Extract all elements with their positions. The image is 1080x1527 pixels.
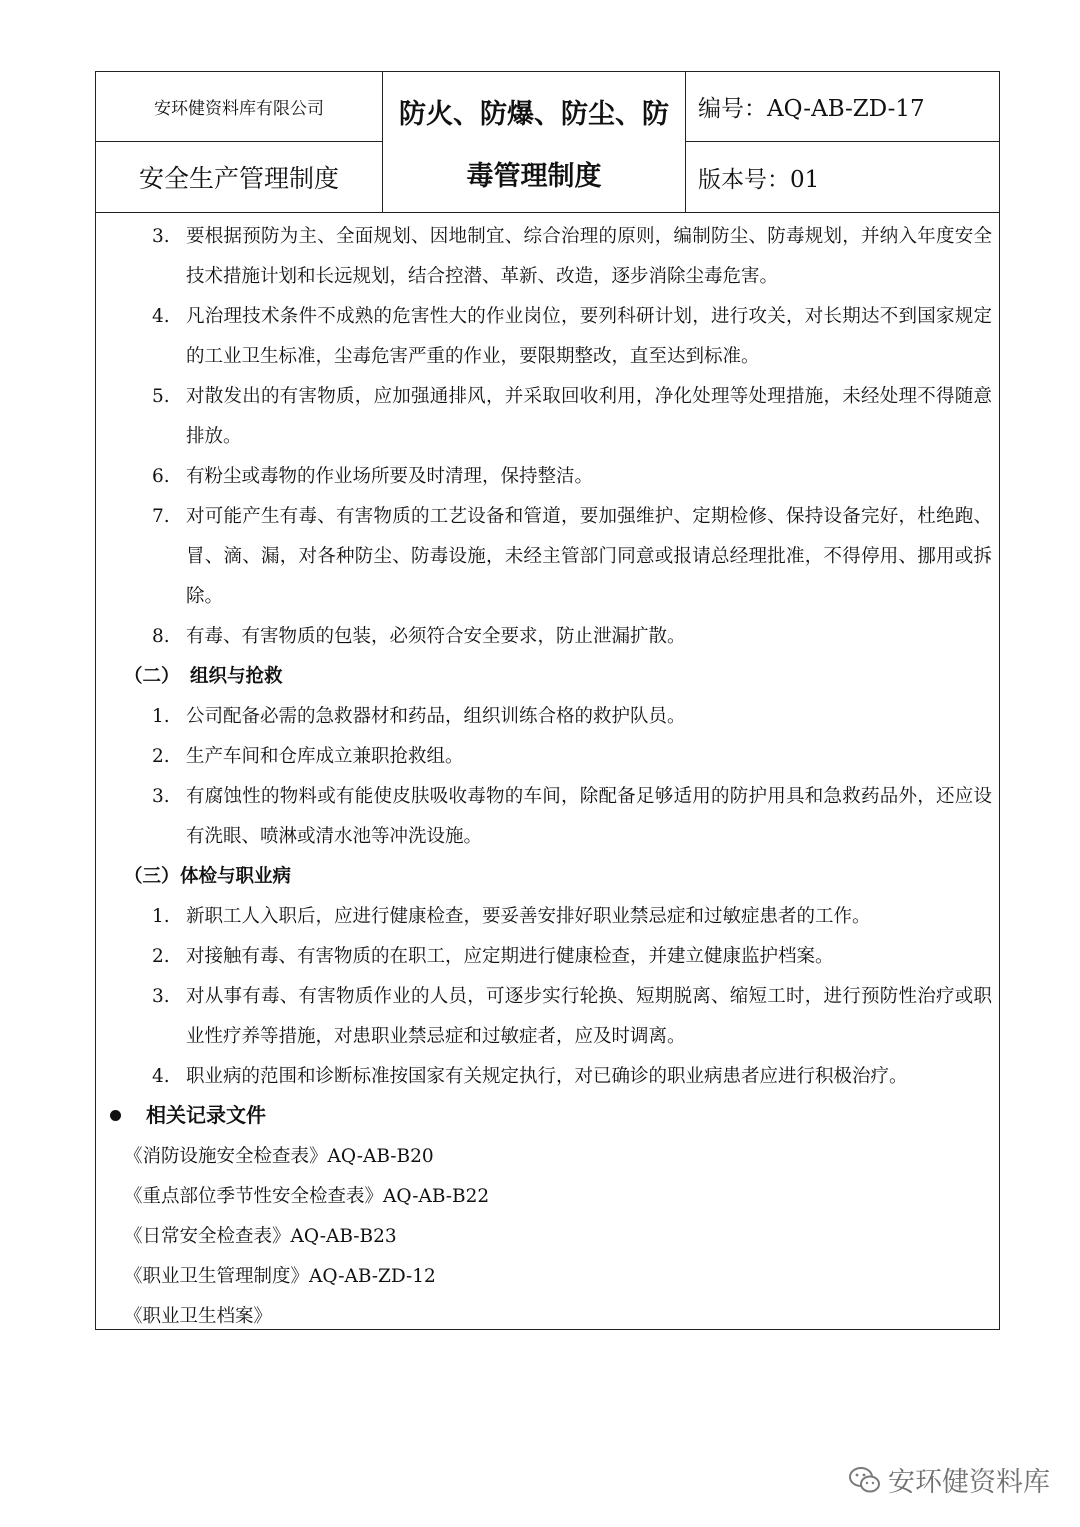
section-title: 体检与职业病 xyxy=(180,866,292,887)
item-text: 对接触有毒、有害物质的在职工，应定期进行健康检查，并建立健康监护档案。 xyxy=(186,946,834,967)
item-number: 2. xyxy=(152,946,170,967)
item-text: 对从事有毒、有害物质作业的人员，可逐步实行轮换、短期脱离、缩短工时，进行预防性治疗或职业性疗养等措施，对患职业禁忌症和过敏症者，应及时调离。 xyxy=(186,986,992,1047)
item-number: 1. xyxy=(152,706,170,727)
record-item: 《职业卫生管理制度》AQ-AB-ZD-12 xyxy=(124,1266,436,1287)
item-text: 凡治理技术条件不成熟的危害性大的作业岗位，要列科研计划，进行攻关，对长期达不到国家规定的工业卫生标准，尘毒危害严重的作业，要限期整改，直至达到标准。 xyxy=(186,306,992,367)
item-text: 有粉尘或毒物的作业场所要及时清理，保持整洁。 xyxy=(186,466,594,487)
watermark-text: 安环健资料库 xyxy=(888,1467,1050,1498)
record-item: 《重点部位季节性安全检查表》AQ-AB-B22 xyxy=(124,1186,490,1207)
item-text: 公司配备必需的急救器材和药品，组织训练合格的救护队员。 xyxy=(186,706,686,727)
section-prefix: （三） xyxy=(124,866,180,887)
system-category: 安全生产管理制度 xyxy=(96,142,383,212)
item-number: 3. xyxy=(152,786,170,807)
item-number: 2. xyxy=(152,746,170,767)
document-code: 编号：AQ-AB-ZD-17 xyxy=(686,72,999,142)
item-number: 7. xyxy=(152,506,170,527)
record-item: 《职业卫生档案》 xyxy=(124,1306,273,1327)
item-text: 生产车间和仓库成立兼职抢救组。 xyxy=(186,746,464,767)
item-text: 对散发出的有害物质，应加强通排风，并采取回收利用，净化处理等处理措施，未经处理不得随意排放。 xyxy=(186,386,992,447)
document-version: 版本号：01 xyxy=(698,166,820,193)
section-heading xyxy=(124,857,292,897)
item-text: 新职工人入职后，应进行健康检查，要妥善安排好职业禁忌症和过敏症患者的工作。 xyxy=(186,906,871,927)
bullet-icon xyxy=(110,1110,121,1121)
section-prefix: （二） xyxy=(124,666,180,687)
company-name: 安环健资料库有限公司 xyxy=(96,72,383,142)
item-number: 6. xyxy=(152,466,170,487)
item-number: 5. xyxy=(152,386,170,407)
document-header xyxy=(96,72,999,213)
item-number: 8. xyxy=(152,626,170,647)
related-records-title: 相关记录文件 xyxy=(146,1103,266,1127)
item-number: 4. xyxy=(152,1066,170,1087)
watermark xyxy=(848,1460,1050,1499)
section-heading xyxy=(124,657,283,697)
document-table xyxy=(95,71,1000,1330)
item-text: 职业病的范围和诊断标准按国家有关规定执行，对已确诊的职业病患者应进行积极治疗。 xyxy=(186,1066,908,1087)
item-number: 4. xyxy=(152,306,170,327)
document-title: 防火、防爆、防尘、防毒管理制度 xyxy=(383,72,686,212)
record-item: 《日常安全检查表》AQ-AB-B23 xyxy=(124,1226,397,1247)
record-item: 《消防设施安全检查表》AQ-AB-B20 xyxy=(124,1146,434,1167)
item-text: 对可能产生有毒、有害物质的工艺设备和管道，要加强维护、定期检修、保持设备完好，杜绝跑、冒、滴、漏，对各种防尘、防毒设施，未经主管部门同意或报请总经理批准，不得停用、挪用或拆除。 xyxy=(186,506,992,607)
item-text: 有腐蚀性的物料或有能使皮肤吸收毒物的车间，除配备足够适用的防护用具和急救药品外，还应设有洗眼、喷淋或清水池等冲洗设施。 xyxy=(186,786,992,847)
item-number: 1. xyxy=(152,906,170,927)
section-title: 组织与抢救 xyxy=(190,666,283,687)
item-text: 要根据预防为主、全面规划、因地制宜、综合治理的原则，编制防尘、防毒规划，并纳入年度安全技术措施计划和长远规划，结合控潜、革新、改造，逐步消除尘毒危害。 xyxy=(186,226,992,287)
item-text: 有毒、有害物质的包装，必须符合安全要求，防止泄漏扩散。 xyxy=(186,626,686,647)
item-number: 3. xyxy=(152,986,170,1007)
item-number: 3. xyxy=(152,226,170,247)
wechat-icon xyxy=(848,1465,882,1495)
